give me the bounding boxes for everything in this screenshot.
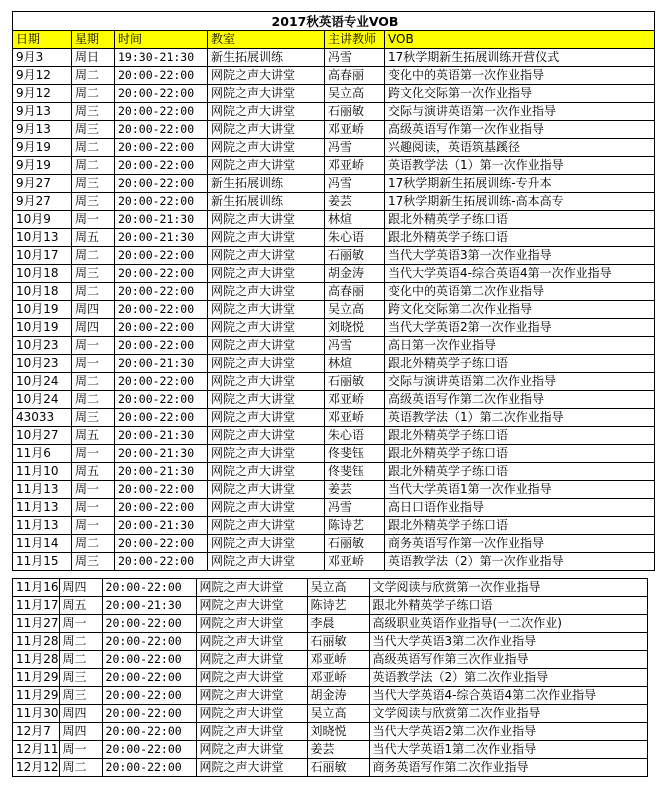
cell-date: 11月16: [13, 579, 60, 597]
cell-date: 10月27: [13, 427, 72, 445]
cell-time: 20:00-21:30: [102, 597, 196, 615]
cell-teacher: 陈诗艺: [307, 597, 369, 615]
table-row: [13, 85, 655, 103]
cell-room: 新生拓展训练: [208, 175, 325, 193]
cell-vob: 跟北外精英学子练口语: [385, 517, 655, 535]
table-title-row: [13, 12, 655, 31]
cell-date: 9月12: [13, 67, 72, 85]
cell-time: 20:00-22:00: [102, 741, 196, 759]
cell-weekday: 周四: [72, 319, 115, 337]
cell-time: 20:00-22:00: [102, 615, 196, 633]
table-row: [13, 651, 648, 669]
cell-weekday: 周一: [72, 337, 115, 355]
cell-date: 9月19: [13, 157, 72, 175]
cell-time: 20:00-22:00: [115, 193, 208, 211]
cell-weekday: 周二: [72, 535, 115, 553]
cell-teacher: 陈诗艺: [325, 517, 385, 535]
table-row: [13, 427, 655, 445]
table-row: [13, 463, 655, 481]
cell-vob: 交际与演讲英语第二次作业指导: [385, 373, 655, 391]
cell-date: 10月19: [13, 301, 72, 319]
table-row: [13, 759, 648, 777]
table-row: [13, 211, 655, 229]
table-row: [13, 103, 655, 121]
table-row: [13, 247, 655, 265]
cell-teacher: 吴立高: [325, 85, 385, 103]
cell-room: 网院之声大讲堂: [208, 265, 325, 283]
table-row: [13, 337, 655, 355]
cell-vob: 17秋学期新生拓展训练-高本高专: [385, 193, 655, 211]
cell-time: 20:00-22:00: [115, 103, 208, 121]
cell-teacher: 邓亚峤: [325, 409, 385, 427]
cell-weekday: 周二: [72, 157, 115, 175]
cell-room: 网院之声大讲堂: [208, 463, 325, 481]
cell-time: 20:00-22:00: [102, 759, 196, 777]
cell-teacher: 冯雪: [325, 49, 385, 67]
cell-teacher: 吴立高: [307, 705, 369, 723]
table-row: [13, 265, 655, 283]
table-row: [13, 409, 655, 427]
cell-time: 20:00-21:30: [115, 445, 208, 463]
cell-weekday: 周三: [72, 193, 115, 211]
table-row: [13, 535, 655, 553]
cell-vob: 高日口语作业指导: [385, 499, 655, 517]
cell-teacher: 冯雪: [325, 175, 385, 193]
cell-date: 11月15: [13, 553, 72, 571]
cell-date: 11月28: [13, 651, 60, 669]
cell-weekday: 周二: [72, 67, 115, 85]
cell-vob: 文学阅读与欣赏第一次作业指导: [369, 579, 647, 597]
cell-time: 20:00-22:00: [115, 85, 208, 103]
cell-date: 10月17: [13, 247, 72, 265]
cell-room: 网院之声大讲堂: [208, 139, 325, 157]
cell-room: 网院之声大讲堂: [208, 427, 325, 445]
cell-date: 11月30: [13, 705, 60, 723]
table-row: [13, 139, 655, 157]
cell-date: 9月13: [13, 121, 72, 139]
cell-room: 新生拓展训练: [208, 193, 325, 211]
cell-vob: 高级英语写作第三次作业指导: [369, 651, 647, 669]
cell-date: 11月6: [13, 445, 72, 463]
table-row: [13, 319, 655, 337]
table-row: [13, 499, 655, 517]
cell-date: 10月23: [13, 337, 72, 355]
cell-time: 20:00-22:00: [115, 157, 208, 175]
cell-teacher: 林煊: [325, 211, 385, 229]
cell-weekday: 周日: [72, 49, 115, 67]
cell-room: 网院之声大讲堂: [208, 445, 325, 463]
cell-vob: 文学阅读与欣赏第二次作业指导: [369, 705, 647, 723]
cell-weekday: 周三: [59, 669, 102, 687]
cell-room: 网院之声大讲堂: [196, 669, 307, 687]
cell-room: 网院之声大讲堂: [196, 633, 307, 651]
table-row: [13, 705, 648, 723]
cell-vob: 英语教学法（2）第一次作业指导: [385, 553, 655, 571]
cell-weekday: 周三: [72, 103, 115, 121]
header-row: [13, 31, 655, 49]
cell-room: 网院之声大讲堂: [208, 319, 325, 337]
cell-room: 网院之声大讲堂: [208, 67, 325, 85]
table-row: [13, 481, 655, 499]
cell-room: 网院之声大讲堂: [208, 355, 325, 373]
cell-weekday: 周二: [72, 247, 115, 265]
cell-time: 20:00-21:30: [115, 355, 208, 373]
cell-teacher: 佟斐钰: [325, 445, 385, 463]
cell-weekday: 周四: [72, 301, 115, 319]
cell-vob: 变化中的英语第二次作业指导: [385, 283, 655, 301]
cell-time: 20:00-22:00: [115, 391, 208, 409]
cell-teacher: 石丽敏: [307, 759, 369, 777]
cell-teacher: 冯雪: [325, 139, 385, 157]
cell-vob: 跟北外精英学子练口语: [385, 211, 655, 229]
cell-teacher: 朱心语: [325, 229, 385, 247]
cell-date: 11月14: [13, 535, 72, 553]
table-row: [13, 157, 655, 175]
cell-time: 20:00-22:00: [102, 705, 196, 723]
cell-teacher: 邓亚峤: [325, 391, 385, 409]
cell-teacher: 邓亚峤: [325, 553, 385, 571]
cell-vob: 跨文化交际第一次作业指导: [385, 85, 655, 103]
cell-room: 网院之声大讲堂: [208, 211, 325, 229]
cell-room: 网院之声大讲堂: [208, 121, 325, 139]
cell-date: 11月28: [13, 633, 60, 651]
table-row: [13, 445, 655, 463]
table-title: 2017秋英语专业VOB: [13, 12, 655, 31]
cell-room: 网院之声大讲堂: [196, 579, 307, 597]
cell-date: 10月23: [13, 355, 72, 373]
cell-vob: 当代大学英语1第二次作业指导: [369, 741, 647, 759]
table-row: [13, 67, 655, 85]
cell-room: 网院之声大讲堂: [208, 535, 325, 553]
cell-teacher: 冯雪: [325, 499, 385, 517]
cell-vob: 跟北外精英学子练口语: [385, 427, 655, 445]
cell-weekday: 周二: [72, 373, 115, 391]
cell-date: 10月18: [13, 265, 72, 283]
cell-vob: 当代大学英语2第二次作业指导: [369, 723, 647, 741]
cell-room: 网院之声大讲堂: [196, 705, 307, 723]
cell-date: 9月12: [13, 85, 72, 103]
cell-vob: 商务英语写作第一次作业指导: [385, 535, 655, 553]
cell-weekday: 周四: [59, 579, 102, 597]
cell-teacher: 邓亚峤: [307, 669, 369, 687]
cell-time: 20:00-22:00: [115, 67, 208, 85]
cell-weekday: 周二: [59, 759, 102, 777]
cell-weekday: 周一: [72, 355, 115, 373]
cell-vob: 兴趣阅读，英语筑基蹊径: [385, 139, 655, 157]
table-row: [13, 633, 648, 651]
cell-weekday: 周三: [72, 175, 115, 193]
cell-time: 20:00-21:30: [115, 211, 208, 229]
table-row: [13, 229, 655, 247]
schedule-table: [12, 11, 655, 571]
cell-date: 9月19: [13, 139, 72, 157]
cell-teacher: 邓亚峤: [325, 157, 385, 175]
cell-vob: 跨文化交际第二次作业指导: [385, 301, 655, 319]
cell-date: 9月13: [13, 103, 72, 121]
cell-time: 20:00-21:30: [115, 229, 208, 247]
table-row: [13, 517, 655, 535]
cell-time: 20:00-22:00: [102, 651, 196, 669]
cell-teacher: 邓亚峤: [307, 651, 369, 669]
cell-weekday: 周五: [72, 463, 115, 481]
cell-time: 20:00-22:00: [102, 633, 196, 651]
cell-teacher: 姜芸: [307, 741, 369, 759]
cell-date: 43033: [13, 409, 72, 427]
cell-vob: 变化中的英语第一次作业指导: [385, 67, 655, 85]
cell-weekday: 周一: [72, 499, 115, 517]
cell-time: 20:00-22:00: [115, 247, 208, 265]
cell-vob: 商务英语写作第二次作业指导: [369, 759, 647, 777]
cell-time: 20:00-22:00: [115, 409, 208, 427]
table-row: [13, 597, 648, 615]
cell-vob: 当代大学英语1第一次作业指导: [385, 481, 655, 499]
cell-teacher: 姜芸: [325, 193, 385, 211]
cell-vob: 高级英语写作第二次作业指导: [385, 391, 655, 409]
cell-date: 11月17: [13, 597, 60, 615]
cell-weekday: 周二: [72, 85, 115, 103]
header-weekday: 星期: [72, 31, 115, 49]
header-vob: VOB: [385, 31, 655, 49]
cell-room: 网院之声大讲堂: [196, 651, 307, 669]
cell-room: 网院之声大讲堂: [208, 283, 325, 301]
cell-time: 20:00-22:00: [115, 175, 208, 193]
cell-weekday: 周一: [59, 615, 102, 633]
cell-room: 网院之声大讲堂: [196, 687, 307, 705]
cell-date: 12月12: [13, 759, 60, 777]
cell-teacher: 胡金涛: [307, 687, 369, 705]
cell-teacher: 佟斐钰: [325, 463, 385, 481]
cell-teacher: 石丽敏: [307, 633, 369, 651]
cell-room: 网院之声大讲堂: [208, 103, 325, 121]
table-row: [13, 669, 648, 687]
cell-vob: 英语教学法（1）第一次作业指导: [385, 157, 655, 175]
cell-date: 11月13: [13, 499, 72, 517]
cell-vob: 英语教学法（2）第二次作业指导: [369, 669, 647, 687]
cell-time: 20:00-22:00: [102, 687, 196, 705]
header-time: 时间: [115, 31, 208, 49]
cell-time: 20:00-22:00: [115, 283, 208, 301]
cell-teacher: 李晨: [307, 615, 369, 633]
cell-room: 网院之声大讲堂: [208, 499, 325, 517]
cell-date: 10月24: [13, 391, 72, 409]
cell-time: 20:00-22:00: [115, 499, 208, 517]
header-date: 日期: [13, 31, 72, 49]
cell-weekday: 周一: [72, 211, 115, 229]
table-row: [13, 355, 655, 373]
table-row: [13, 193, 655, 211]
cell-teacher: 吴立高: [307, 579, 369, 597]
cell-weekday: 周三: [59, 687, 102, 705]
table-row: [13, 723, 648, 741]
cell-time: 20:00-21:30: [115, 517, 208, 535]
table-row: [13, 373, 655, 391]
cell-weekday: 周四: [59, 705, 102, 723]
cell-weekday: 周一: [59, 741, 102, 759]
table-row: [13, 553, 655, 571]
cell-weekday: 周二: [59, 651, 102, 669]
cell-date: 11月10: [13, 463, 72, 481]
header-teacher: 主讲教师: [325, 31, 385, 49]
cell-room: 网院之声大讲堂: [208, 517, 325, 535]
cell-teacher: 邓亚峤: [325, 121, 385, 139]
cell-teacher: 冯雪: [325, 337, 385, 355]
cell-room: 网院之声大讲堂: [208, 373, 325, 391]
cell-weekday: 周二: [72, 139, 115, 157]
cell-time: 20:00-22:00: [115, 319, 208, 337]
cell-vob: 当代大学英语2第一次作业指导: [385, 319, 655, 337]
cell-time: 20:00-21:30: [115, 427, 208, 445]
table-row: [13, 121, 655, 139]
cell-time: 20:00-22:00: [115, 139, 208, 157]
cell-weekday: 周三: [72, 553, 115, 571]
cell-room: 网院之声大讲堂: [196, 723, 307, 741]
cell-teacher: 石丽敏: [325, 373, 385, 391]
table-row: [13, 741, 648, 759]
cell-vob: 当代大学英语4-综合英语4第二次作业指导: [369, 687, 647, 705]
table-row: [13, 49, 655, 67]
cell-time: 20:00-22:00: [115, 301, 208, 319]
header-room: 教室: [208, 31, 325, 49]
cell-date: 9月27: [13, 193, 72, 211]
table-row: [13, 391, 655, 409]
cell-weekday: 周一: [72, 481, 115, 499]
cell-date: 11月29: [13, 669, 60, 687]
cell-room: 网院之声大讲堂: [208, 85, 325, 103]
schedule-table-continued: [12, 578, 648, 777]
cell-vob: 17秋学期新生拓展训练开营仪式: [385, 49, 655, 67]
cell-vob: 当代大学英语3第一次作业指导: [385, 247, 655, 265]
cell-date: 10月9: [13, 211, 72, 229]
cell-room: 网院之声大讲堂: [208, 157, 325, 175]
cell-time: 20:00-22:00: [102, 669, 196, 687]
cell-time: 20:00-22:00: [115, 481, 208, 499]
cell-time: 20:00-22:00: [115, 535, 208, 553]
cell-date: 12月11: [13, 741, 60, 759]
table-row: [13, 175, 655, 193]
cell-room: 网院之声大讲堂: [196, 741, 307, 759]
cell-time: 20:00-22:00: [102, 579, 196, 597]
cell-vob: 当代大学英语3第二次作业指导: [369, 633, 647, 651]
cell-teacher: 石丽敏: [325, 247, 385, 265]
cell-weekday: 周五: [72, 427, 115, 445]
table-row: [13, 579, 648, 597]
cell-teacher: 石丽敏: [325, 103, 385, 121]
cell-time: 19:30-21:30: [115, 49, 208, 67]
cell-room: 网院之声大讲堂: [196, 615, 307, 633]
cell-date: 10月18: [13, 283, 72, 301]
cell-weekday: 周二: [72, 391, 115, 409]
cell-weekday: 周二: [59, 633, 102, 651]
cell-time: 20:00-22:00: [115, 553, 208, 571]
cell-weekday: 周二: [72, 283, 115, 301]
cell-teacher: 林煊: [325, 355, 385, 373]
cell-weekday: 周三: [72, 409, 115, 427]
table-row: [13, 283, 655, 301]
cell-room: 网院之声大讲堂: [208, 301, 325, 319]
cell-weekday: 周一: [72, 517, 115, 535]
cell-date: 10月13: [13, 229, 72, 247]
cell-vob: 跟北外精英学子练口语: [385, 229, 655, 247]
cell-room: 网院之声大讲堂: [208, 391, 325, 409]
cell-date: 10月24: [13, 373, 72, 391]
table-row: [13, 687, 648, 705]
cell-room: 网院之声大讲堂: [196, 597, 307, 615]
cell-teacher: 胡金涛: [325, 265, 385, 283]
cell-weekday: 周五: [59, 597, 102, 615]
cell-vob: 当代大学英语4-综合英语4第一次作业指导: [385, 265, 655, 283]
cell-room: 新生拓展训练: [208, 49, 325, 67]
cell-vob: 英语教学法（1）第二次作业指导: [385, 409, 655, 427]
table-row: [13, 301, 655, 319]
cell-vob: 高级英语写作第一次作业指导: [385, 121, 655, 139]
cell-vob: 高级职业英语作业指导(一二次作业): [369, 615, 647, 633]
cell-room: 网院之声大讲堂: [208, 553, 325, 571]
cell-room: 网院之声大讲堂: [208, 337, 325, 355]
cell-weekday: 周三: [72, 265, 115, 283]
cell-room: 网院之声大讲堂: [208, 409, 325, 427]
cell-vob: 跟北外精英学子练口语: [369, 597, 647, 615]
cell-weekday: 周一: [72, 445, 115, 463]
cell-teacher: 刘晓悦: [307, 723, 369, 741]
cell-time: 20:00-22:00: [115, 121, 208, 139]
cell-room: 网院之声大讲堂: [208, 229, 325, 247]
cell-time: 20:00-22:00: [115, 265, 208, 283]
cell-teacher: 姜芸: [325, 481, 385, 499]
cell-vob: 17秋学期新生拓展训练-专升本: [385, 175, 655, 193]
cell-date: 11月29: [13, 687, 60, 705]
cell-weekday: 周五: [72, 229, 115, 247]
cell-teacher: 吴立高: [325, 301, 385, 319]
cell-vob: 交际与演讲英语第一次作业指导: [385, 103, 655, 121]
cell-weekday: 周四: [59, 723, 102, 741]
cell-date: 10月19: [13, 319, 72, 337]
cell-date: 11月27: [13, 615, 60, 633]
cell-date: 12月7: [13, 723, 60, 741]
table-row: [13, 615, 648, 633]
cell-vob: 高日第一次作业指导: [385, 337, 655, 355]
cell-vob: 跟北外精英学子练口语: [385, 355, 655, 373]
cell-time: 20:00-22:00: [102, 723, 196, 741]
cell-weekday: 周三: [72, 121, 115, 139]
cell-teacher: 刘晓悦: [325, 319, 385, 337]
cell-time: 20:00-21:30: [115, 463, 208, 481]
cell-date: 9月27: [13, 175, 72, 193]
cell-date: 11月13: [13, 517, 72, 535]
cell-date: 9月3: [13, 49, 72, 67]
cell-time: 20:00-22:00: [115, 373, 208, 391]
cell-teacher: 石丽敏: [325, 535, 385, 553]
cell-teacher: 朱心语: [325, 427, 385, 445]
cell-date: 11月13: [13, 481, 72, 499]
cell-teacher: 高春丽: [325, 67, 385, 85]
cell-teacher: 高春丽: [325, 283, 385, 301]
cell-vob: 跟北外精英学子练口语: [385, 463, 655, 481]
cell-vob: 跟北外精英学子练口语: [385, 445, 655, 463]
cell-room: 网院之声大讲堂: [208, 247, 325, 265]
cell-time: 20:00-22:00: [115, 337, 208, 355]
cell-room: 网院之声大讲堂: [208, 481, 325, 499]
cell-room: 网院之声大讲堂: [196, 759, 307, 777]
